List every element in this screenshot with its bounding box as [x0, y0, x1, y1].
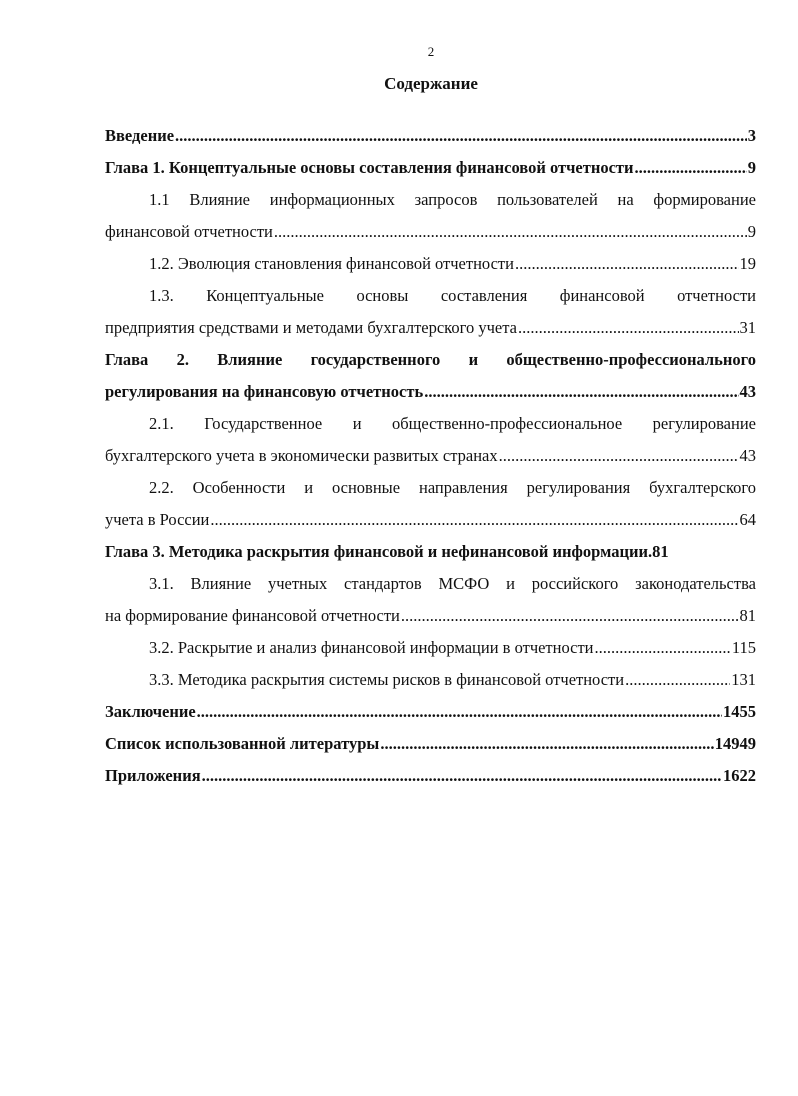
- toc-entry-text: финансовой отчетности: [105, 222, 273, 241]
- toc-page-number: 1622: [723, 766, 756, 785]
- toc-entry-section-3-1-line1[interactable]: 3.1. Влияние учетных стандартов МСФО и российского законодательства: [149, 574, 756, 593]
- page-number: 2: [427, 44, 435, 59]
- toc-entry-section-1-1-line2[interactable]: [105, 216, 756, 248]
- toc-entry-appendices[interactable]: [105, 760, 756, 792]
- toc-page-number: 19: [739, 254, 756, 273]
- dot-leader: [274, 216, 747, 248]
- toc-page-number: 1455: [723, 702, 756, 721]
- dot-leader: [175, 120, 747, 152]
- toc-entry-text: регулирования на финансовую отчетность: [105, 382, 424, 401]
- toc-page-number: 81: [739, 606, 756, 625]
- toc-entry-section-1-3-line1[interactable]: 1.3. Концептуальные основы составления финансовой отчетности: [149, 286, 756, 305]
- toc-page-number: 43: [739, 446, 756, 465]
- toc-page-number: 9: [747, 158, 756, 177]
- toc-entry-chapter-3[interactable]: [105, 536, 756, 568]
- toc-entry-section-1-3-line2[interactable]: [105, 312, 756, 344]
- toc-entry-text: Глава 3. Методика раскрытия финансовой и нефинансовой информации.: [105, 542, 653, 561]
- toc-entry-text: на формирование финансовой отчетности: [105, 606, 400, 625]
- toc-page-number: 9: [747, 222, 756, 241]
- toc-page-number: 115: [731, 638, 756, 657]
- dot-leader: [202, 760, 722, 792]
- toc-entry-text: Приложения: [105, 766, 201, 785]
- toc-entry-references[interactable]: [105, 728, 756, 760]
- toc-entry-intro[interactable]: [105, 120, 756, 152]
- toc-entry-conclusion[interactable]: [105, 696, 756, 728]
- toc-page-number: 43: [739, 382, 756, 401]
- toc-entry-section-2-1-line2[interactable]: [105, 440, 756, 472]
- dot-leader: [625, 664, 730, 696]
- toc-entry-section-3-1-line2[interactable]: [105, 600, 756, 632]
- toc-page-number: 64: [739, 510, 756, 529]
- toc-page-number: 131: [731, 670, 756, 689]
- toc-entry-text: 3.3. Методика раскрытия системы рисков в финансовой отчетности: [149, 670, 625, 689]
- toc-entry-section-2-1-line1[interactable]: 2.1. Государственное и общественно-профессиональное регулирование: [149, 414, 756, 433]
- toc-entry-text: Глава 1. Концептуальные основы составления финансовой отчетности: [105, 158, 634, 177]
- toc-entry-section-1-2[interactable]: [105, 248, 756, 280]
- toc-entry-section-3-3[interactable]: [105, 664, 756, 696]
- toc-entry-section-2-2-line1[interactable]: 2.2. Особенности и основные направления регулирования бухгалтерского: [149, 478, 756, 497]
- page-title: Содержание: [384, 74, 478, 93]
- toc-entry-text: Введение: [105, 126, 175, 145]
- toc-entry-text: учета в России: [105, 510, 210, 529]
- dot-leader: [518, 312, 739, 344]
- toc-entry-chapter-2-line2[interactable]: [105, 376, 756, 408]
- toc-entry-text: 3.2. Раскрытие и анализ финансовой информации в отчетности: [149, 638, 594, 657]
- toc-entry-section-2-2-line2[interactable]: [105, 504, 756, 536]
- toc-entry-section-1-1-line1[interactable]: 1.1 Влияние информационных запросов пользователей на формирование: [149, 190, 756, 209]
- dot-leader: [515, 248, 739, 280]
- dot-leader: [595, 632, 731, 664]
- toc-entry-chapter-1[interactable]: [105, 152, 756, 184]
- toc-entry-text: предприятия средствами и методами бухгалтерского учета: [105, 318, 517, 337]
- dot-leader: [380, 728, 713, 760]
- dot-leader: [197, 696, 722, 728]
- table-of-contents: [105, 120, 756, 792]
- dot-leader: [210, 504, 738, 536]
- toc-entry-text: Список использованной литературы: [105, 734, 380, 753]
- toc-page-number: 81: [652, 542, 669, 561]
- toc-entry-text: 1.2. Эволюция становления финансовой отчетности: [149, 254, 514, 273]
- dot-leader: [401, 600, 739, 632]
- toc-page-number: 14949: [714, 734, 756, 753]
- dot-leader: [635, 152, 747, 184]
- dot-leader: [499, 440, 739, 472]
- toc-entry-section-3-2[interactable]: [105, 632, 756, 664]
- toc-page-number: 31: [739, 318, 756, 337]
- dot-leader: [424, 376, 738, 408]
- toc-entry-text: бухгалтерского учета в экономически развитых странах: [105, 446, 498, 465]
- toc-page-number: 3: [747, 126, 756, 145]
- toc-entry-chapter-2-line1[interactable]: Глава 2. Влияние государственного и общественно-профессионального: [105, 350, 756, 369]
- toc-entry-text: Заключение: [105, 702, 196, 721]
